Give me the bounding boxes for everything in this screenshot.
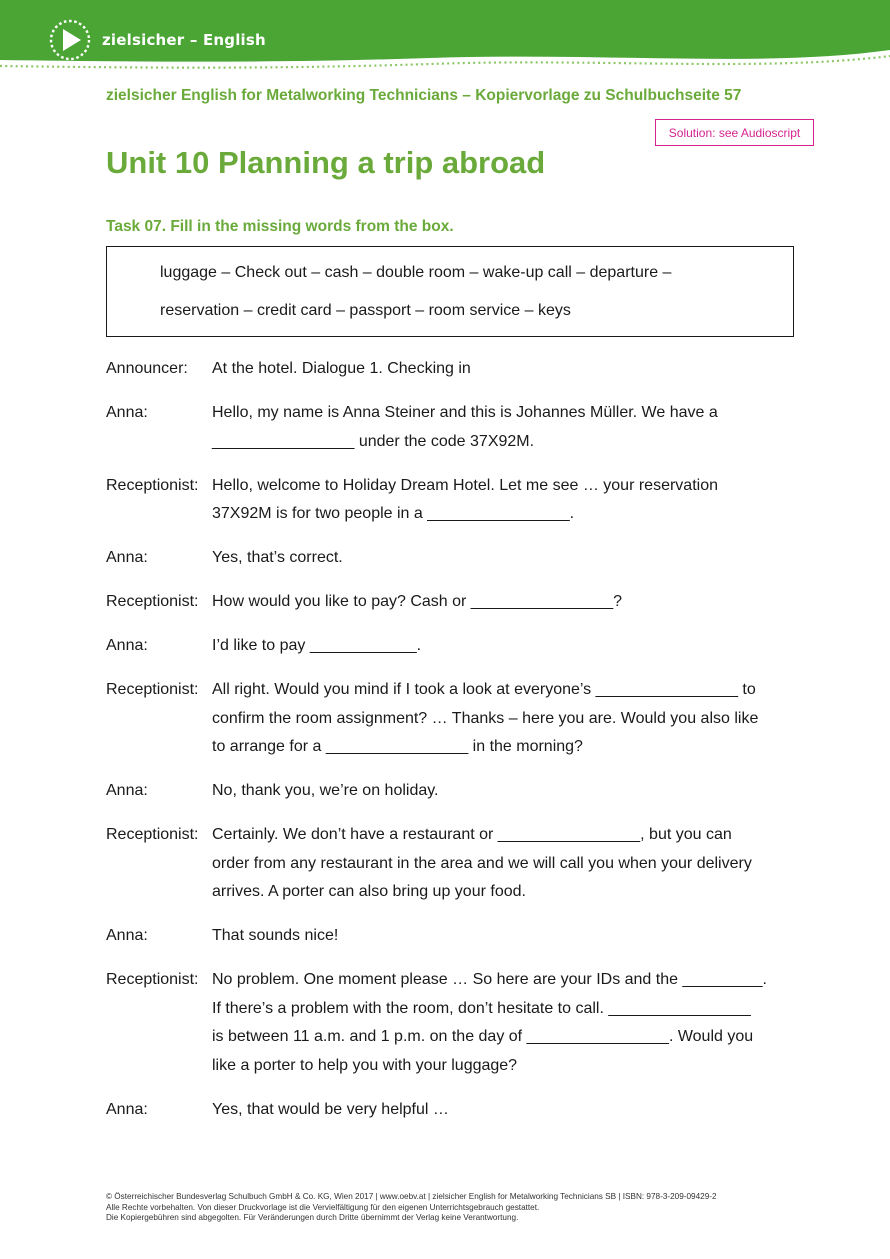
speech-line: No problem. One moment please … So here are your IDs and the _________. bbox=[212, 971, 767, 988]
speaker-label: Receptionist: bbox=[106, 826, 199, 843]
speech-text bbox=[212, 821, 796, 907]
dialogue-turn bbox=[106, 588, 796, 617]
dialogue-turn bbox=[106, 777, 796, 806]
speech-text bbox=[212, 676, 796, 762]
dialogue-turn bbox=[106, 1096, 796, 1125]
speech-line: arrives. A porter can also bring up your food. bbox=[212, 883, 526, 900]
speech-line: Hello, my name is Anna Steiner and this is Johannes Müller. We have a bbox=[212, 404, 718, 421]
speech-line: ________________ under the code 37X92M. bbox=[212, 432, 535, 450]
speech-line: confirm the room assignment? … Thanks – here you are. Would you also like bbox=[212, 709, 759, 727]
speaker-label: Anna: bbox=[106, 927, 148, 944]
word-box-line-1: luggage – Check out – cash – double room – wake-up call – departure – bbox=[160, 264, 672, 281]
speech-line: I’d like to pay ____________. bbox=[212, 637, 422, 654]
speech-line: Certainly. We don’t have a restaurant or ________________, but you can bbox=[212, 826, 732, 843]
speech-text bbox=[212, 588, 796, 617]
speech-text bbox=[212, 399, 796, 456]
word-box-line-2: reservation – credit card – passport – room service – keys bbox=[160, 302, 571, 319]
speech-line: No, thank you, we’re on holiday. bbox=[212, 782, 439, 799]
speaker-label: Receptionist: bbox=[106, 593, 199, 610]
speaker-label: Anna: bbox=[106, 1100, 148, 1118]
brand-name: zielsicher – English bbox=[102, 31, 266, 49]
speech-line: like a porter to help you with your luggage? bbox=[212, 1056, 518, 1074]
footer bbox=[106, 1192, 717, 1224]
dialogue-turn bbox=[106, 966, 796, 1080]
speech-line: At the hotel. Dialogue 1. Checking in bbox=[212, 360, 471, 377]
dialogue-turn bbox=[106, 922, 796, 951]
dialogue bbox=[106, 355, 796, 1140]
dialogue-turn bbox=[106, 355, 796, 384]
unit-title: Unit 10 Planning a trip abroad bbox=[106, 145, 546, 180]
task-title: Task 07. Fill in the missing words from the box. bbox=[106, 218, 454, 235]
speech-text bbox=[212, 777, 796, 806]
speech-line: All right. Would you mind if I took a look at everyone’s ________________ to bbox=[212, 681, 756, 698]
speaker-label: Receptionist: bbox=[106, 476, 199, 494]
dialogue-turn bbox=[106, 821, 796, 907]
footer-line-2: Alle Rechte vorbehalten. Von dieser Druckvorlage ist die Vervielfältigung für den eigenen Unterrichtsgebrauch gestattet. bbox=[106, 1202, 540, 1212]
dialogue-turn bbox=[106, 399, 796, 456]
solution-note: Solution: see Audioscript bbox=[655, 119, 814, 146]
speaker-label: Anna: bbox=[106, 637, 148, 654]
speech-text bbox=[212, 922, 796, 951]
speaker-label: Receptionist: bbox=[106, 681, 199, 698]
speech-text bbox=[212, 544, 796, 573]
dialogue-turn bbox=[106, 632, 796, 661]
speech-line: order from any restaurant in the area and we will call you when your delivery bbox=[212, 854, 752, 872]
speech-text bbox=[212, 472, 796, 529]
dialogue-turn bbox=[106, 544, 796, 573]
dialogue-turn bbox=[106, 676, 796, 762]
series-line: zielsicher English for Metalworking Technicians – Kopiervorlage zu Schulbuchseite 57 bbox=[106, 87, 742, 104]
speech-line: Yes, that’s correct. bbox=[212, 549, 343, 566]
word-box bbox=[106, 246, 794, 337]
speech-text bbox=[212, 355, 796, 384]
speech-text bbox=[212, 966, 796, 1080]
speaker-label: Anna: bbox=[106, 549, 148, 566]
speaker-label: Receptionist: bbox=[106, 971, 199, 988]
speech-line: 37X92M is for two people in a ________________. bbox=[212, 505, 575, 522]
speaker-label: Anna: bbox=[106, 782, 148, 799]
speech-line: is between 11 a.m. and 1 p.m. on the day of ________________. Would you bbox=[212, 1028, 754, 1045]
speech-line: If there’s a problem with the room, don’t hesitate to call. ________________ bbox=[212, 999, 751, 1017]
speech-line: That sounds nice! bbox=[212, 927, 339, 944]
dialogue-turn bbox=[106, 472, 796, 529]
header-banner bbox=[0, 0, 890, 80]
speech-line: Yes, that would be very helpful … bbox=[212, 1100, 449, 1118]
speech-text bbox=[212, 632, 796, 661]
footer-line-3: Die Kopiergebühren sind abgegolten. Für Veränderungen durch Dritte übernimmt der Verlag keine Verantwortung. bbox=[106, 1213, 519, 1222]
speaker-label: Announcer: bbox=[106, 360, 188, 377]
speaker-label: Anna: bbox=[106, 404, 148, 421]
speech-line: How would you like to pay? Cash or ________________? bbox=[212, 593, 623, 610]
speech-text bbox=[212, 1096, 796, 1125]
footer-line-1: © Österreichischer Bundesverlag Schulbuch GmbH & Co. KG, Wien 2017 | www.oebv.at | zielsicher English for Metalworking Technicians SB | ISBN: 978-3-209-09429-2 bbox=[106, 1192, 717, 1201]
speech-line: Hello, welcome to Holiday Dream Hotel. Let me see … your reservation bbox=[212, 476, 718, 494]
speech-line: to arrange for a ________________ in the morning? bbox=[212, 738, 583, 755]
